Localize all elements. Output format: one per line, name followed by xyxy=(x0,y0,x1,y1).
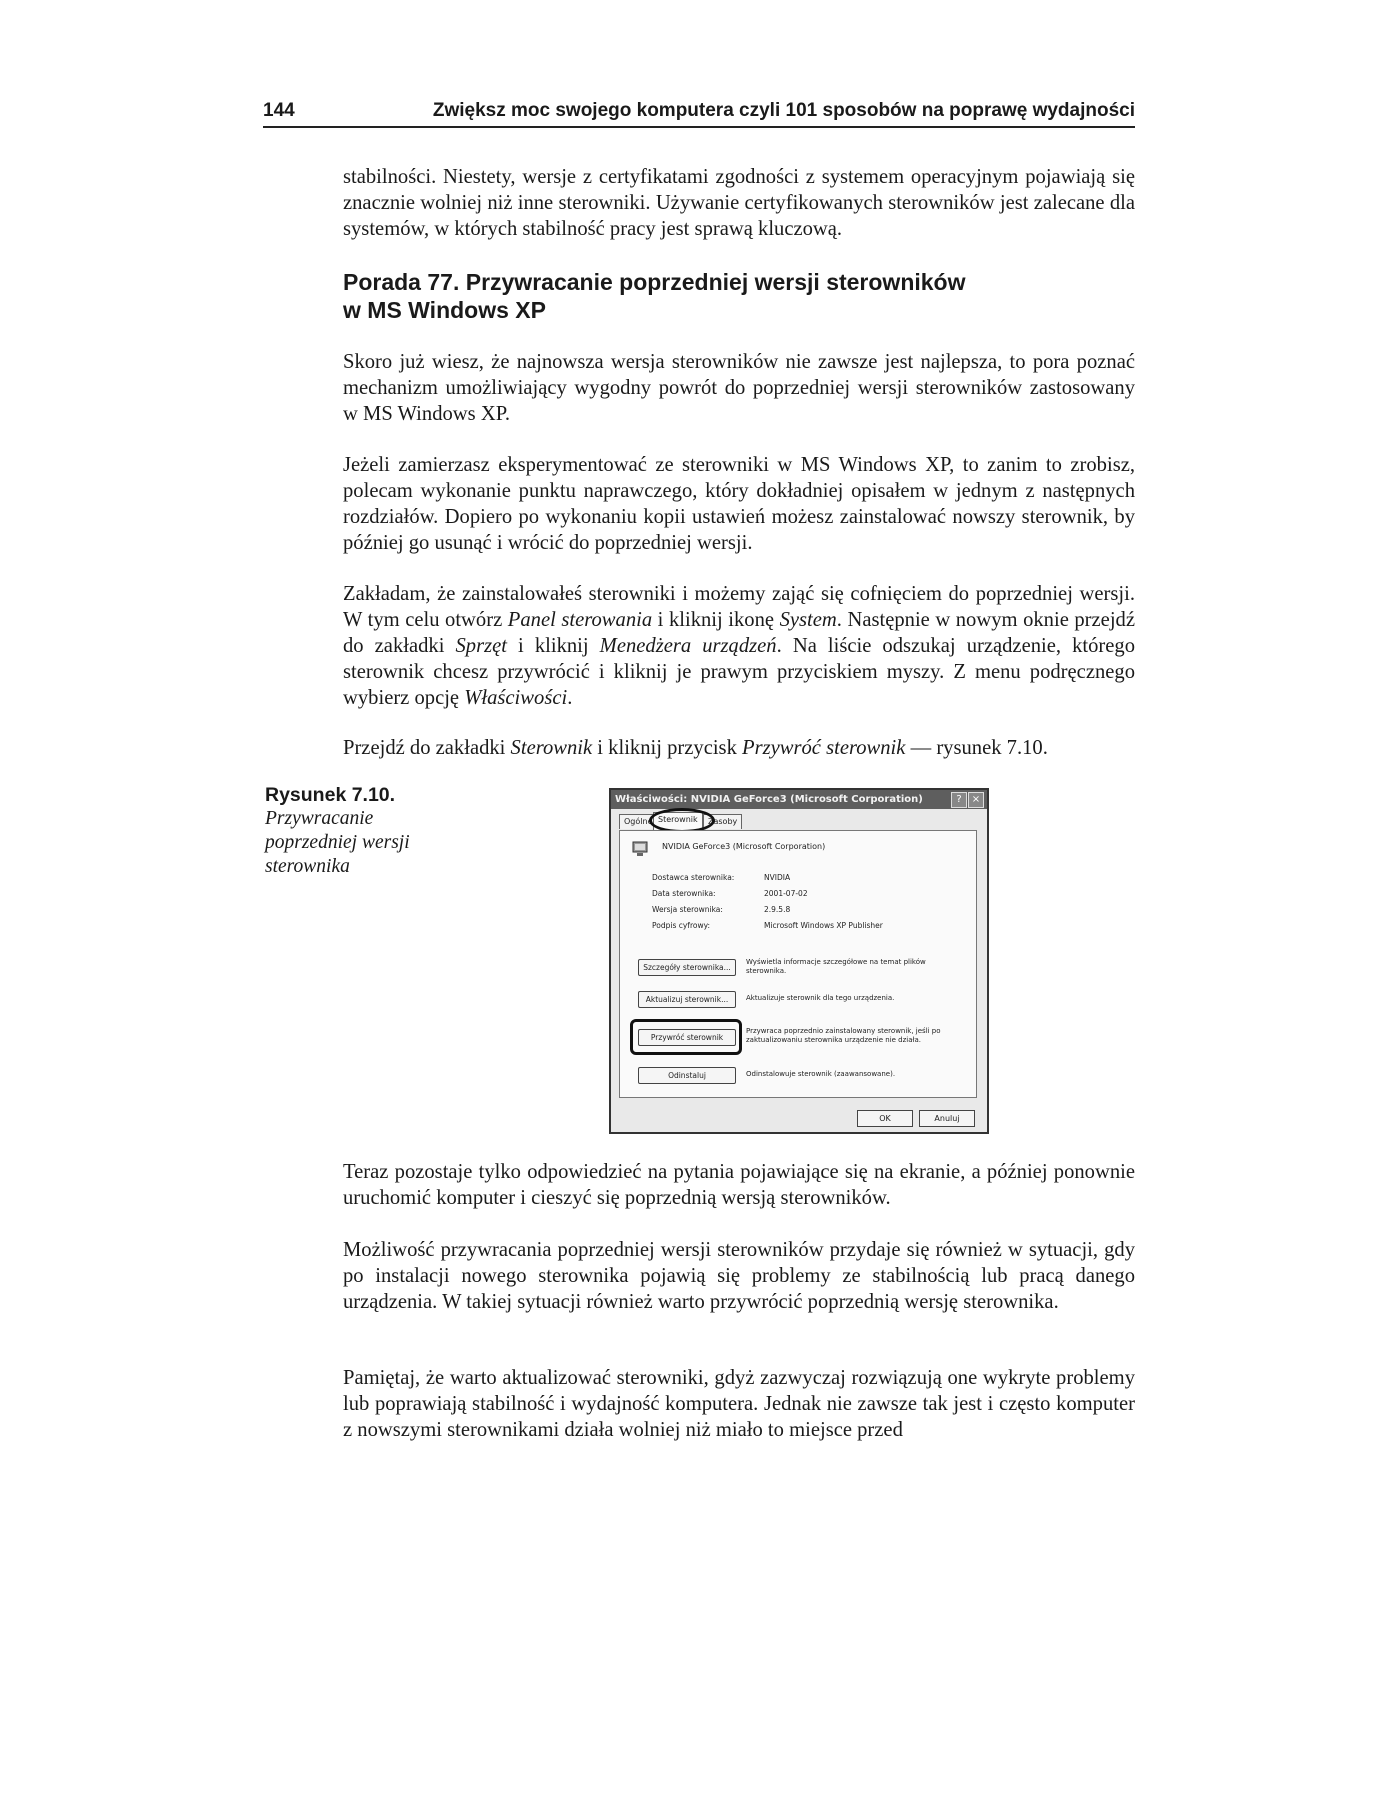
driver-panel xyxy=(619,830,977,1098)
tab-driver[interactable]: Sterownik xyxy=(653,812,703,830)
button-description: Aktualizuje sterownik dla tego urządzenia. xyxy=(746,994,895,1002)
paragraph: Zakładam, że zainstalowałeś sterowniki i możemy zająć się cofnięciem do poprzedniej wersji. W tym celu otwórz Panel sterowania i kliknij ikonę System. Następnie w nowym oknie przejdź do zakładki Sprzęt i kliknij Menedżera urządzeń. Na liście odszukaj urządzenie, którego sterownik chcesz przywrócić i kliknij je prawym przyciskiem myszy. Z menu podręcznego wybierz opcję Właściwości. xyxy=(343,583,1135,709)
prop-row: Dostawca sterownika: NVIDIA xyxy=(652,873,791,882)
emph-sterownik: Sterownik xyxy=(510,737,593,759)
paragraph: stabilności. Niestety, wersje z certyfikatami zgodności z systemem operacyjnym pojawiają się znacznie wolniej niż inne sterowniki. Używanie certyfikowanych sterowników jest zalecane dla systemów, w których stabilność pracy jest sprawą kluczową. xyxy=(343,166,1135,240)
section-heading xyxy=(343,268,1135,324)
paragraph: Skoro już wiesz, że najnowsza wersja sterowników nie zawsze jest najlepsza, to pora poznać mechanizm umożliwiający wygodny powrót do poprzedniej wersji sterowników zastosowany w MS Windows XP. xyxy=(343,351,1135,425)
ok-button[interactable]: OK xyxy=(857,1110,913,1127)
emph-panel-sterowania: Panel sterowania xyxy=(507,609,653,631)
button-description: Wyświetla informacje szczegółowe na temat plików sterownika. xyxy=(746,958,926,975)
uninstall-button[interactable]: Odinstaluj xyxy=(638,1067,736,1084)
emph-wlasciwosci: Właściwości xyxy=(464,687,568,709)
running-header xyxy=(263,96,1135,128)
cancel-button[interactable]: Anuluj xyxy=(919,1110,975,1127)
rollback-driver-button[interactable]: Przywróć sterownik xyxy=(638,1029,736,1046)
prop-row: Wersja sterownika: 2.9.5.8 xyxy=(652,905,791,914)
section-heading-line2: w MS Windows XP xyxy=(343,297,546,323)
tab-general[interactable]: Ogólne xyxy=(619,814,657,829)
tab-resources[interactable]: Zasoby xyxy=(703,814,742,829)
display-adapter-icon xyxy=(632,841,648,857)
paragraph: Przejdź do zakładki Sterownik i kliknij przycisk Przywróć sterownik — rysunek 7.10. xyxy=(343,737,1048,759)
button-description: Przywraca poprzednio zainstalowany sterownik, jeśli po zaktualizowaniu sterownika urządzenie nie działa. xyxy=(746,1027,941,1044)
section-heading-line1: Porada 77. Przywracanie poprzedniej wersji sterowników xyxy=(343,269,966,295)
help-button[interactable]: ? xyxy=(951,792,967,808)
button-description: Odinstalowuje sterownik (zaawansowane). xyxy=(746,1070,896,1078)
page-number: 144 xyxy=(263,100,295,121)
paragraph: Teraz pozostaje tylko odpowiedzieć na pytania pojawiające się na ekranie, a później ponownie uruchomić komputer i cieszyć się poprzednią wersją sterowników. xyxy=(343,1161,1135,1209)
figure-label: Rysunek 7.10. xyxy=(265,784,396,806)
paragraph: Pamiętaj, że warto aktualizować sterowniki, gdyż zazwyczaj rozwiązują one wykryte problemy lub poprawiają stabilność i wydajność komputera. Jednak nie zawsze tak jest i często komputer z nowszymi sterownikami działa wolniej niż miało to miejsce przed xyxy=(343,1367,1135,1441)
emph-sprzet: Sprzęt xyxy=(455,635,507,657)
prop-row: Data sterownika: 2001-07-02 xyxy=(652,889,808,898)
device-name: NVIDIA GeForce3 (Microsoft Corporation) xyxy=(662,842,826,851)
running-title: Zwiększ moc swojego komputera czyli 101 sposobów na poprawę wydajności xyxy=(432,100,1135,121)
highlight-ring-rollback xyxy=(630,1019,742,1055)
close-button[interactable]: × xyxy=(968,792,984,808)
emph-przywroc: Przywróć sterownik xyxy=(742,737,906,759)
driver-details-button[interactable]: Szczegóły sterownika... xyxy=(638,959,736,976)
emph-system: System xyxy=(779,609,837,631)
driver-properties-dialog xyxy=(609,788,989,1134)
prop-row: Podpis cyfrowy: Microsoft Windows XP Publisher xyxy=(652,921,883,930)
figure-title: Przywracanie poprzedniej wersji sterownika xyxy=(265,808,410,877)
paragraph: Możliwość przywracania poprzedniej wersji sterowników przydaje się również w sytuacji, gdy po instalacji nowego sterownika pojawią się problemy ze stabilnością lub pracą danego urządzenia. W takiej sytuacji również warto przywrócić poprzednią wersję sterownika. xyxy=(343,1239,1135,1313)
figure-caption xyxy=(265,783,445,879)
paragraph: Jeżeli zamierzasz eksperymentować ze sterowniki w MS Windows XP, to zanim to zrobisz, polecam wykonanie punktu naprawczego, który dokładniej opisałem w jednym z następnych rozdziałów. Dopiero po wykonaniu kopii ustawień możesz zainstalować nowszy sterownik, by później go usunąć i wrócić do poprzedniej wersji. xyxy=(343,454,1135,554)
update-driver-button[interactable]: Aktualizuj sterownik... xyxy=(638,991,736,1008)
emph-menedzer: Menedżera urządzeń xyxy=(599,635,777,657)
dialog-titlebar: Właściwości: NVIDIA GeForce3 (Microsoft Corporation) xyxy=(611,790,987,809)
